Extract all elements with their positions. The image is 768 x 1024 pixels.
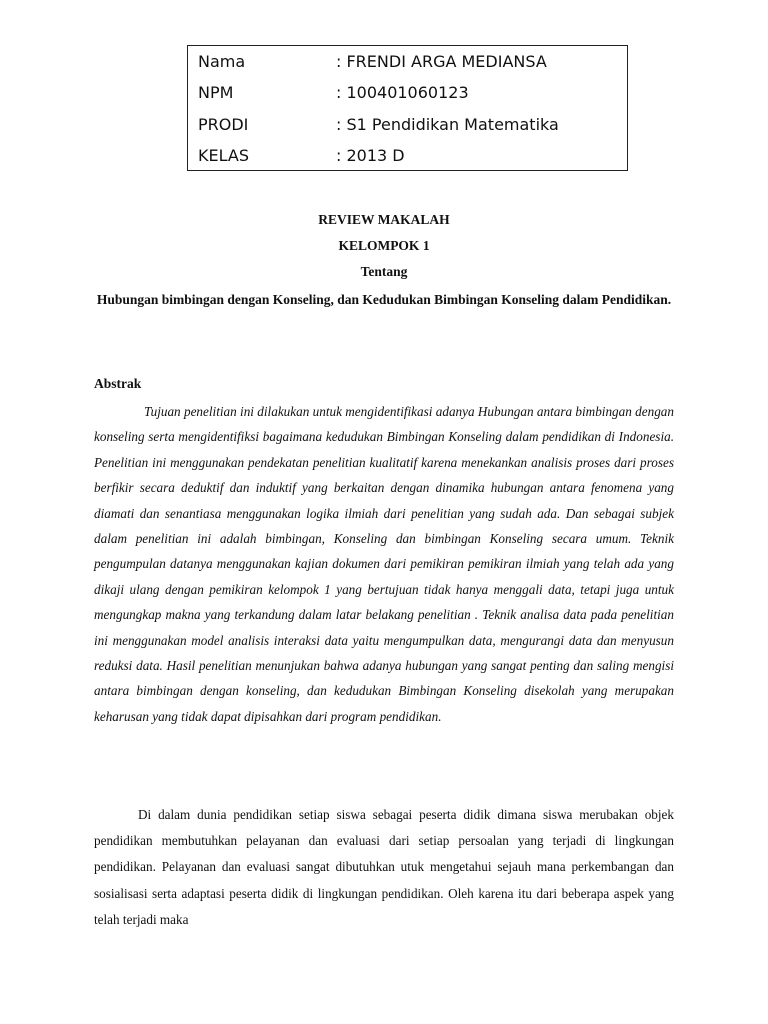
abstract-heading: Abstrak bbox=[94, 376, 142, 391]
identity-value: : 2013 D bbox=[336, 146, 405, 165]
identity-row-prodi bbox=[188, 114, 627, 136]
identity-label: Nama bbox=[198, 52, 246, 71]
document-title: REVIEW MAKALAH bbox=[318, 212, 450, 227]
group-label: KELOMPOK 1 bbox=[338, 238, 430, 253]
identity-value: : 100401060123 bbox=[336, 83, 469, 102]
identity-value: : FRENDI ARGA MEDIANSA bbox=[336, 52, 547, 71]
identity-row-name bbox=[188, 51, 627, 73]
identity-row-npm bbox=[188, 82, 627, 104]
topic-title: Hubungan bimbingan dengan Konseling, dan Kedudukan Bimbingan Konseling dalam Pendidikan. bbox=[96, 292, 672, 307]
identity-label: NPM bbox=[198, 83, 234, 102]
body-paragraph: Di dalam dunia pendidikan setiap siswa sebagai peserta didik dimana siswa merubakan objek pendidikan membutuhkan pelayanan dan evaluasi dari setiap persoalan yang terjadi di lingkungan pendidikan. Pelayanan dan evaluasi sangat dibutuhkan utuk mengetahui sejauh mana perkembangan dan sosialisasi serta adaptasi peserta didik di lingkungan pendidikan. Oleh karena itu dari beberapa aspek yang telah terjadi maka bbox=[94, 807, 674, 927]
identity-label: KELAS bbox=[198, 146, 249, 165]
identity-value: : S1 Pendidikan Matematika bbox=[336, 115, 559, 134]
student-identity-box bbox=[187, 45, 628, 171]
about-label: Tentang bbox=[360, 264, 408, 279]
abstract-paragraph: Tujuan penelitian ini dilakukan untuk mengidentifikasi adanya Hubungan antara bimbingan dengan konseling serta mengidentifiksi bagaimana kedudukan Bimbingan Konseling dalam pendidikan di Indonesia. Penelitian ini menggunakan pendekatan penelitian kualitatif karena menekankan analisis proses dari proses berfikir secara deduktif dan induktif yang berkaitan dengan dinamika hubungan antara fenomena yang diamati dan senantiasa menggunakan logika ilmiah dari penelitian yang sudah ada. Dan sebagai subjek dalam penelitian ini adalah bimbingan, Konseling dan bimbingan Konseling secara umum. Teknik pengumpulan datanya menggunakan kajian dokumen dari pemikiran pemikiran ilmiah yang telah ada yang dikaji ulang dengan pemikiran kelompok 1 yang bertujuan tidak hanya menggali data, tetapi juga untuk mengungkap makna yang terkandung dalam latar belakang penelitian . Teknik analisa data pada penelitian ini menggunakan model analisis interaksi data yaitu mengumpulkan data, mengurangi data dan menyusun reduksi data. Hasil penelitian menunjukan bahwa adanya hubungan yang sangat penting dan saling mengisi antara bimbingan dengan konseling, dan kedudukan Bimbingan Konseling disekolah yang merupakan keharusan yang tidak dapat dipisahkan dari program pendidikan. bbox=[94, 404, 674, 724]
identity-row-kelas bbox=[188, 145, 627, 167]
identity-label: PRODI bbox=[198, 115, 249, 134]
